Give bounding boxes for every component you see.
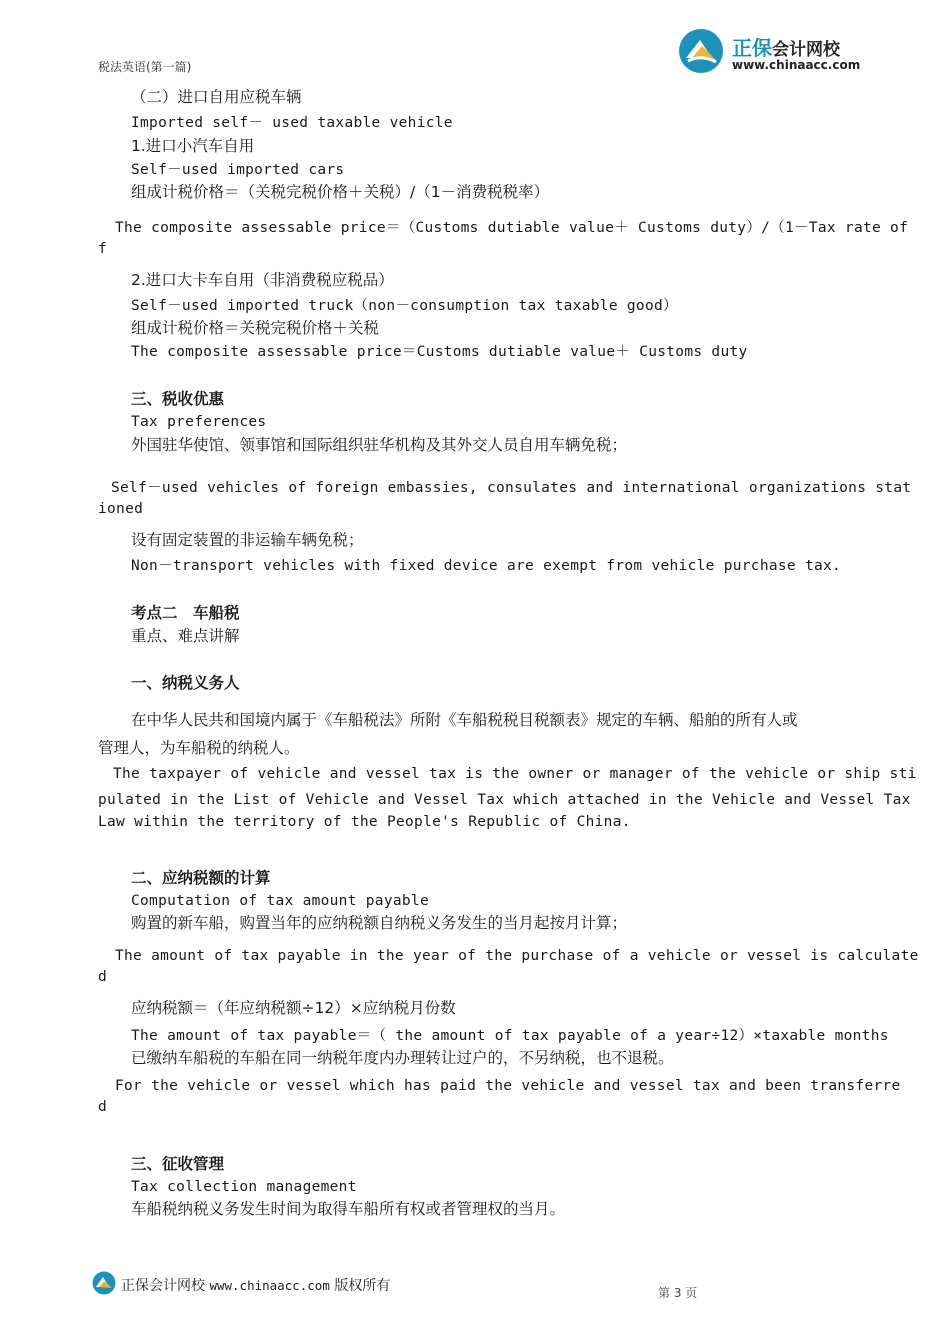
logo-title: 正保会计网校	[732, 36, 840, 60]
footer-copyright	[121, 1275, 390, 1295]
text-line: Tax preferences	[131, 414, 267, 430]
subheading-imported-truck: 2.进口大卡车自用（非消费税应税品）	[131, 271, 394, 289]
text-line: pulated in the List of Vehicle and Vessel Tax which attached in the Vehicle and Vessel Tax	[98, 792, 911, 808]
section-heading-vehicle-vessel-tax: 考点二 车船税	[131, 604, 240, 622]
formula-cn: 应纳税额＝（年应纳税额÷12）×应纳税月份数	[131, 999, 456, 1017]
running-header: 税法英语(第一篇)	[98, 60, 192, 74]
text-line-fragment: 购置的新车船，购置当年的应纳税额自纳税义务发生的当月起按月计算；	[131, 914, 628, 932]
text-line-fragment: f	[98, 241, 108, 257]
text-line: The amount of tax payable in the year of the purchase of a vehicle or vessel is calculate	[115, 948, 919, 964]
text-line: Computation of tax amount payable	[131, 893, 429, 909]
text-line: Non－transport vehicles with fixed device are exempt from vehicle purchase tax.	[131, 558, 842, 574]
text-line-fragment: d	[98, 1099, 108, 1115]
footer-rights: 版权所有	[334, 1278, 391, 1294]
brand-logo[interactable]	[678, 28, 878, 78]
text-line: 管理人，为车船税的纳税人。	[98, 739, 300, 757]
formula-cn: 组成计税价格＝（关税完税价格＋关税）/（1－消费税税率）	[131, 183, 550, 201]
section-heading-taxpayer: 一、纳税义务人	[131, 674, 240, 692]
formula-en: The composite assessable price＝Customs dutiable value＋ Customs duty	[131, 344, 748, 360]
text-line: For the vehicle or vessel which has paid the vehicle and vessel tax and been transferre	[115, 1078, 901, 1094]
text-line-fragment: Law within the territory of the People's Republic of China.	[98, 814, 631, 830]
logo-emblem-icon	[678, 28, 724, 74]
formula-cn: 组成计税价格＝关税完税价格＋关税	[131, 319, 380, 337]
text-line: Imported self－ used taxable vehicle	[131, 115, 453, 131]
text-line-fragment: 在中华人民共和国境内属于《车船税法》所附《车船税税目税额表》规定的车辆、船舶的所有人或	[131, 711, 798, 729]
subheading-imported-cars: 1.进口小汽车自用	[131, 137, 255, 155]
section-heading-collection: 三、征收管理	[131, 1155, 225, 1173]
page-number: 第 3 页	[658, 1286, 698, 1300]
footer-brand: 正保会计网校	[121, 1278, 205, 1294]
text-line: 重点、难点讲解	[131, 627, 240, 645]
text-line: The taxpayer of vehicle and vessel tax is the owner or manager of the vehicle or ship sti	[113, 766, 917, 782]
text-line: Self－used imported truck（non－consumption tax taxable good）	[131, 298, 678, 314]
logo-url: www.chinaacc.com	[732, 58, 861, 72]
section-heading-computation: 二、应纳税额的计算	[131, 869, 271, 887]
text-line-fragment: 车船税纳税义务发生时间为取得车船所有权或者管理权的当月。	[131, 1200, 566, 1218]
text-line-fragment: 已缴纳车船税的车船在同一纳税年度内办理转让过户的，不另纳税，也不退税。	[131, 1049, 674, 1067]
text-line: Self－used vehicles of foreign embassies, consulates and international organizations stat	[111, 480, 912, 496]
formula-en: The amount of tax payable＝（ the amount of tax payable of a year÷12）×taxable months	[131, 1028, 889, 1044]
text-line: 设有固定装置的非运输车辆免税；	[131, 531, 364, 549]
text-line-fragment: d	[98, 969, 108, 985]
text-line: 外国驻华使馆、领事馆和国际组织驻华机构及其外交人员自用车辆免税；	[131, 436, 628, 454]
formula-en: The composite assessable price＝（Customs dutiable value＋ Customs duty）/（1－Tax rate of	[115, 220, 909, 236]
text-line-fragment: ioned	[98, 501, 144, 517]
section-heading-imported: （二）进口自用应税车辆	[131, 88, 302, 106]
text-line: Tax collection management	[131, 1179, 357, 1195]
footer-url[interactable]: www.chinaacc.com	[209, 1278, 330, 1293]
section-heading-tax-preferences: 三、税收优惠	[131, 390, 225, 408]
footer-logo-icon	[92, 1271, 116, 1295]
text-line: Self－used imported cars	[131, 162, 345, 178]
